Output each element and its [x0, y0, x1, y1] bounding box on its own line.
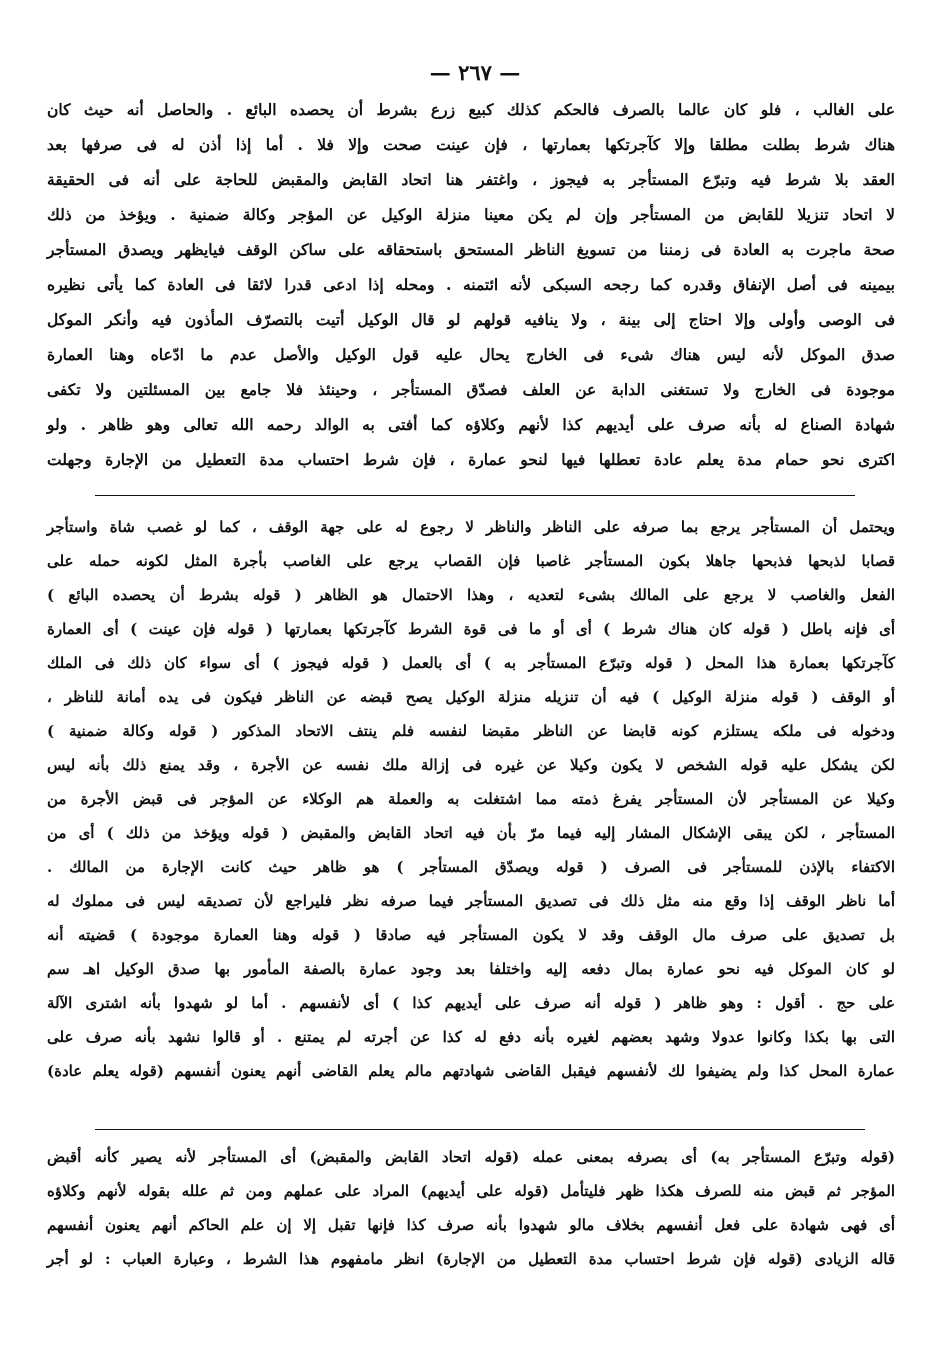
- commentary-second: [47, 1140, 895, 1276]
- commentary-line: وكيلا عن المستأجر لأن المستأجر يفرغ ذمته مما اشتغلت به والعملة هم الوكلاء عن المؤجر فى قبض الأجرة من: [47, 790, 895, 808]
- separator-rule: [95, 1129, 865, 1130]
- commentary-line: (قوله وتبرّع المستأجر به) أى بصرفه بمعنى عمله (قوله اتحاد القابض والمقبض) أى المستأجر لأنه يصير كأنه أقبض: [47, 1148, 895, 1166]
- commentary-line: قاله الزيادى (قوله فإن شرط احتساب مدة التعطيل من الإجارة) انظر مامفهوم هذا الشرط ، وعبارة العباب : لو أجر: [47, 1250, 895, 1268]
- commentary-line: لو كان الموكل فيه نحو عمارة بمال دفعه إليه واختلفا بعد وجود عمارة بالصفة المأمور بها صدق الوكيل اهـ سم: [47, 960, 895, 978]
- commentary-line: كآجرتكها بعمارة هذا المحل ( قوله وتبرّع المستأجر به ) أى بالعمل ( قوله فيجوز ) أى سواء كان ذلك فى الملك: [47, 654, 895, 672]
- main-line: فى الوصى وأولى وإلا احتاج إلى بينة ، ولا ينافيه قولهم لو قال الوكيل أتيت بالتصرّف المأذون فيه وأنكر الموكل: [47, 310, 895, 329]
- main-line: على الغالب ، فلو كان عالما بالصرف فالحكم كذلك كبيع زرع بشرط أن يحصده البائع . والحاصل أنه حيث كان: [47, 100, 895, 119]
- commentary-line: أما ناظر الوقف إذا وقع منه مثل ذلك فى تصديق المستأجر فيما صرفه نظر فليراجع لأن تصديقه ليس فى مملوك له: [47, 892, 895, 910]
- commentary-line: الفعل والغاصب لا يرجع على المالك بشىء لتعديه ، وهذا الاحتمال هو الظاهر ( قوله بشرط أن يحصده البائع ): [47, 586, 895, 604]
- main-line: بيمينه فى أصل الإنفاق وقدره كما رجحه السبكى لأنه ائتمنه . ومحله إذا ادعى قدرا لائقا فى العادة كما يأتى نظيره: [47, 275, 895, 294]
- commentary-line: أو الوقف ( قوله منزلة الوكيل ) فيه أن تنزيله منزلة الوكيل يصح قبضه عن الناظر فيكون فى يده أمانة للناظر ،: [47, 688, 895, 706]
- commentary-line: أى فهى شهادة على فعل أنفسهم بخلاف مالو شهدوا بأنه صرف كذا فإنها تقبل إلا إن علم الحاكم أنهم يعنون أنفسهم: [47, 1216, 895, 1234]
- main-line: صحة ماجرت به العادة فى زمننا من تسويغ الناظر المستحق باستحقاقه على ساكن الوقف فيايظهر ويصدق المستأجر: [47, 240, 895, 259]
- main-line: هناك شرط بطلت مطلقا وإلا كآجرتكها بعمارتها ، فإن عينت صحت وإلا فلا . أما إذا أذن له فى صرفها بعد: [47, 135, 895, 154]
- commentary-line: لكن يشكل عليه قوله الشخص لا يكون وكيلا عن غيره فى إزالة ملك نفسه عن الأجرة ، وقد يمنع ذلك بأنه ليس: [47, 756, 895, 774]
- commentary-line: المستأجر ، لكن يبقى الإشكال المشار إليه فيما مرّ بأن فيه اتحاد القابض والمقبض ( قوله ويؤخذ من ذلك ) أى من: [47, 824, 895, 842]
- main-line: شهادة الصناع له بأنه صرف على أيديهم كذا لأنهم وكلاؤه كما أفتى به الوالد رحمه الله تعالى وهو ظاهر . ولو: [47, 415, 895, 434]
- commentary-line: ويحتمل أن المستأجر يرجع بما صرفه على الناظر والناظر لا رجوع له على جهة الوقف ، كما لو غصب شاة واستأجر: [47, 518, 895, 536]
- main-line: صدق الموكل لأنه ليس هناك شىء فى الخارج يحال عليه قول الوكيل والأصل عدم ما ادّعاه وهنا العمارة: [47, 345, 895, 364]
- commentary-line: ودخوله فى ملكه يستلزم كونه قابضا عن الناظر مقبضا لنفسه فلم ينتف الاتحاد المذكور ( قوله وكالة ضمنية ): [47, 722, 895, 740]
- main-line: لا اتحاد تنزيلا للقابض من المستأجر وإن لم يكن معينا منزلة الوكيل عن المؤجر وكالة ضمنية . ويؤخذ من ذلك: [47, 205, 895, 224]
- commentary-line: بل تصديق على صرف مال الوقف وقد لا يكون المستأجر فيه صادقا ( قوله وهنا العمارة موجودة ) قضيته أنه: [47, 926, 895, 944]
- main-line: العقد بلا شرط فيه وتبرّع المستأجر به فيجوز ، واغتفر هنا اتحاد القابض والمقبض للحاجة على أنه فى الحقيقة: [47, 170, 895, 189]
- main-line: موجودة فى الخارج ولا تستغنى الدابة عن العلف فصدّق المستأجر ، وحينئذ فلا جامع بين المسئلتين ولا تكفى: [47, 380, 895, 399]
- main-text: [47, 92, 895, 477]
- commentary-line: الاكتفاء بالإذن للمستأجر فى الصرف ( قوله ويصدّق المستأجر ) هو ظاهر حيث كانت الإجارة من المالك .: [47, 858, 895, 876]
- commentary-line: أى فإنه باطل ( قوله كان هناك شرط ) أى أو ما فى قوة الشرط كآجرتكها بعمارتها ( قوله فإن عينت ) أى العمارة: [47, 620, 895, 638]
- commentary-first: [47, 510, 895, 1088]
- commentary-line: على حج . أقول : وهو ظاهر ( قوله أنه صرف على أيديهم كذا ) أى لأنفسهم . أما لو شهدوا بأنه اشترى الآلة: [47, 994, 895, 1012]
- commentary-line: التى بها بكذا وكانوا عدولا وشهد بعضهم لغيره بأنه دفع له كذا عن أجرته لم يمتنع . أو قالوا نشهد بأنه صرف على: [47, 1028, 895, 1046]
- separator-rule: [95, 495, 855, 496]
- commentary-line: المؤجر ثم قبض منه للصرف هكذا ظهر فليتأمل (قوله على أيديهم) المراد على عملهم ومن ثم علله بقوله لأنهم وكلاؤه: [47, 1182, 895, 1200]
- main-line: اكترى نحو حمام مدة يعلم عادة تعطلها فيها لنحو عمارة ، فإن شرط احتساب مدة التعطيل من الإجارة وجهلت: [47, 450, 895, 469]
- commentary-line: قصابا لذبحها فذبحها جاهلا بكون المستأجر غاصبا فإن القصاب يرجع على الغاصب بأجرة المثل لكونه حمله على: [47, 552, 895, 570]
- page-number: — ٢٦٧ —: [429, 60, 521, 85]
- commentary-line: عمارة المحل كذا ولم يضيفوا لك لأنفسهم فيقبل القاضى شهادتهم مالم يعلم القاضى أنهم يعنون أنفسهم (قوله يعلم عادة): [47, 1062, 895, 1080]
